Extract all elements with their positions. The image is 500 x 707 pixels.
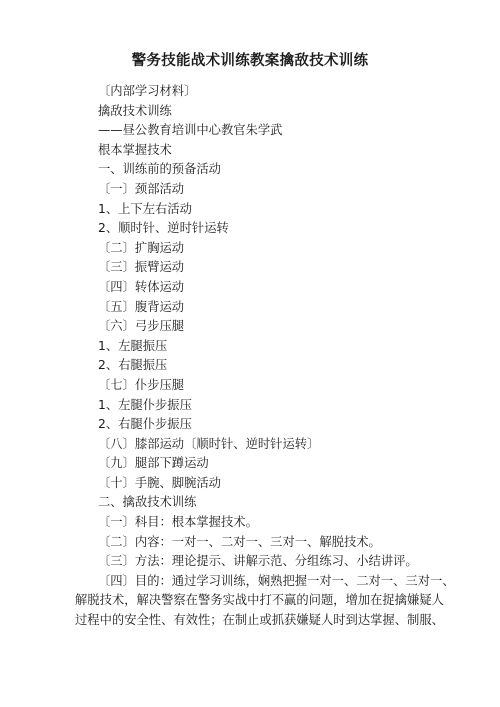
body-line: 〔五〕腹背运动 [98,299,185,314]
body-line: 〔三〕方法：理论提示、讲解示范、分组练习、小结讲评。 [98,554,418,569]
body-line: 一、训练前的预备活动 [98,162,221,177]
body-line: 〔三〕振臂运动 [98,260,185,275]
body-line: 〔八〕膝部运动〔顺时针、逆时针运转〕 [98,436,320,451]
body-line: 〔四〕目的：通过学习训练，娴熟把握一对一、二对一、三对一、 [98,573,455,588]
document-body [0,82,500,631]
body-line: 〔一〕科目：根本掌握技术。 [98,515,258,530]
body-line: 1、上下左右活动 [98,201,192,216]
body-line: 〔六〕弓步压腿 [98,319,185,334]
body-line: 〔九〕腿部下蹲运动 [98,456,209,471]
body-line: 〔二〕扩胸运动 [98,240,185,255]
body-line: 〔七〕仆步压腿 [98,377,185,392]
body-line: 〔二〕内容：一对一、二对一、三对一、解脱技术。 [98,534,381,549]
body-line: 2、顺时针、逆时针运转 [98,221,229,236]
body-line: 〔一〕颈部活动 [98,181,185,196]
body-line: 解脱技术，解决警察在警务实战中打不赢的问题，增加在捉擒嫌疑人 [75,593,444,608]
document-title: 警务技能战术训练教案擒敌技术训练 [131,53,369,69]
body-line: 1、左腿仆步振压 [98,397,192,412]
body-line: 〔内部学习材料〕 [98,84,197,98]
body-line: 过程中的安全性、有效性；在制止或抓获嫌疑人时到达掌握、制服、 [75,613,444,628]
body-line: 1、左腿振压 [98,338,168,353]
body-line: 〔四〕转体运动 [98,279,185,294]
body-line: 二、擒敌技术训练 [98,495,197,510]
body-line: ——昼公教育培训中心教官朱学武 [98,123,283,138]
body-line: 2、右腿仆步振压 [98,417,192,432]
body-line: 根本掌握技术 [98,142,172,157]
body-line: 2、右腿振压 [98,358,168,373]
body-line: 〔十〕手腕、脚腕活动 [98,475,221,490]
body-line: 擒敌技术训练 [98,103,172,118]
